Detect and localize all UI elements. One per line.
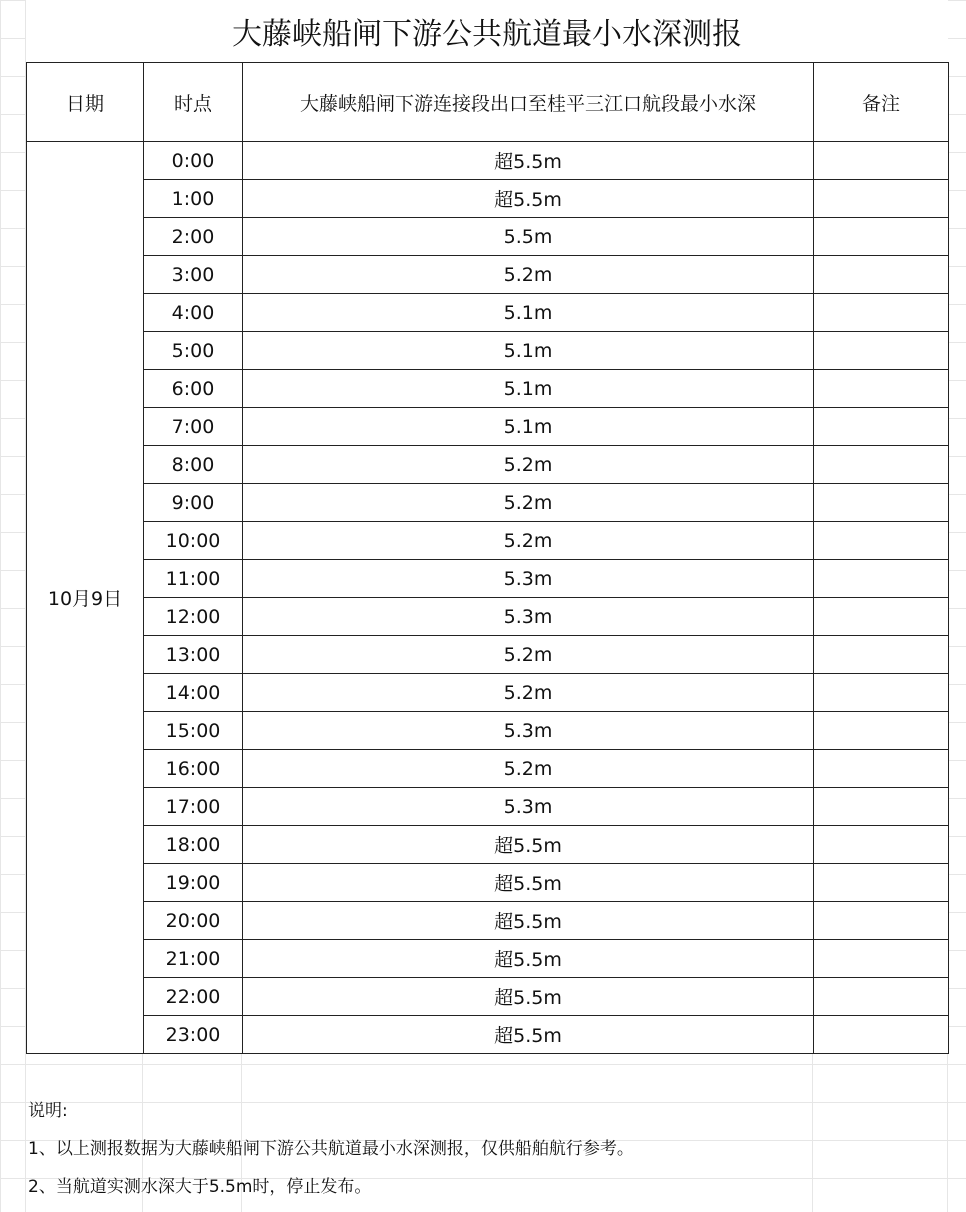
time-cell[interactable]: 3:00: [144, 256, 243, 294]
remark-cell[interactable]: [814, 902, 949, 940]
date-cell[interactable]: 10月9日: [27, 142, 144, 1054]
table-row: [27, 826, 949, 864]
time-cell[interactable]: 6:00: [144, 370, 243, 408]
table-row: [27, 598, 949, 636]
remark-cell[interactable]: [814, 712, 949, 750]
remark-cell[interactable]: [814, 978, 949, 1016]
depth-report-table: [26, 62, 949, 1054]
remark-cell[interactable]: [814, 332, 949, 370]
table-row: [27, 674, 949, 712]
note-item[interactable]: 1、以上测报数据为大藤峡船闸下游公共航道最小水深测报，仅供船舶航行参考。: [28, 1139, 634, 1159]
remark-cell[interactable]: [814, 408, 949, 446]
time-cell[interactable]: 16:00: [144, 750, 243, 788]
depth-cell[interactable]: 超5.5m: [243, 902, 814, 940]
time-cell[interactable]: 19:00: [144, 864, 243, 902]
header-date[interactable]: 日期: [27, 63, 144, 142]
depth-cell[interactable]: 5.3m: [243, 712, 814, 750]
table-row: [27, 446, 949, 484]
table-row: [27, 294, 949, 332]
table-row: [27, 370, 949, 408]
remark-cell[interactable]: [814, 940, 949, 978]
depth-cell[interactable]: 超5.5m: [243, 180, 814, 218]
depth-cell[interactable]: 5.3m: [243, 788, 814, 826]
depth-cell[interactable]: 5.1m: [243, 408, 814, 446]
table-row: [27, 1016, 949, 1054]
time-cell[interactable]: 8:00: [144, 446, 243, 484]
time-cell[interactable]: 0:00: [144, 142, 243, 180]
depth-cell[interactable]: 超5.5m: [243, 978, 814, 1016]
depth-cell[interactable]: 超5.5m: [243, 826, 814, 864]
depth-cell[interactable]: 5.2m: [243, 256, 814, 294]
depth-cell[interactable]: 5.1m: [243, 370, 814, 408]
depth-cell[interactable]: 5.3m: [243, 598, 814, 636]
remark-cell[interactable]: [814, 218, 949, 256]
time-cell[interactable]: 21:00: [144, 940, 243, 978]
depth-cell[interactable]: 超5.5m: [243, 940, 814, 978]
table-row: [27, 560, 949, 598]
time-cell[interactable]: 7:00: [144, 408, 243, 446]
time-cell[interactable]: 13:00: [144, 636, 243, 674]
time-cell[interactable]: 9:00: [144, 484, 243, 522]
table-row: [27, 940, 949, 978]
table-row: [27, 636, 949, 674]
depth-cell[interactable]: 超5.5m: [243, 864, 814, 902]
time-cell[interactable]: 14:00: [144, 674, 243, 712]
remark-cell[interactable]: [814, 484, 949, 522]
table-row: [27, 522, 949, 560]
remark-cell[interactable]: [814, 142, 949, 180]
remark-cell[interactable]: [814, 864, 949, 902]
table-row: [27, 408, 949, 446]
remark-cell[interactable]: [814, 674, 949, 712]
time-cell[interactable]: 1:00: [144, 180, 243, 218]
remark-cell[interactable]: [814, 560, 949, 598]
depth-cell[interactable]: 5.2m: [243, 750, 814, 788]
page-title: 大藤峡船闸下游公共航道最小水深测报: [26, 0, 948, 62]
time-cell[interactable]: 12:00: [144, 598, 243, 636]
depth-cell[interactable]: 5.2m: [243, 522, 814, 560]
time-cell[interactable]: 11:00: [144, 560, 243, 598]
depth-cell[interactable]: 超5.5m: [243, 1016, 814, 1054]
time-cell[interactable]: 18:00: [144, 826, 243, 864]
remark-cell[interactable]: [814, 636, 949, 674]
table-row: [27, 256, 949, 294]
depth-cell[interactable]: 超5.5m: [243, 142, 814, 180]
remark-cell[interactable]: [814, 256, 949, 294]
note-item[interactable]: 2、当航道实测水深大于5.5m时，停止发布。: [28, 1177, 372, 1197]
time-cell[interactable]: 22:00: [144, 978, 243, 1016]
time-cell[interactable]: 5:00: [144, 332, 243, 370]
time-cell[interactable]: 20:00: [144, 902, 243, 940]
time-cell[interactable]: 10:00: [144, 522, 243, 560]
table-row: [27, 788, 949, 826]
remark-cell[interactable]: [814, 294, 949, 332]
table-row: [27, 142, 949, 180]
remark-cell[interactable]: [814, 446, 949, 484]
table-row: [27, 218, 949, 256]
remark-cell[interactable]: [814, 598, 949, 636]
time-cell[interactable]: 2:00: [144, 218, 243, 256]
table-row: [27, 484, 949, 522]
time-cell[interactable]: 15:00: [144, 712, 243, 750]
depth-cell[interactable]: 5.5m: [243, 218, 814, 256]
table-row: [27, 864, 949, 902]
table-row: [27, 712, 949, 750]
remark-cell[interactable]: [814, 180, 949, 218]
remark-cell[interactable]: [814, 370, 949, 408]
depth-cell[interactable]: 5.2m: [243, 674, 814, 712]
depth-cell[interactable]: 5.2m: [243, 446, 814, 484]
remark-cell[interactable]: [814, 750, 949, 788]
time-cell[interactable]: 23:00: [144, 1016, 243, 1054]
table-row: [27, 180, 949, 218]
table-row: [27, 332, 949, 370]
depth-cell[interactable]: 5.3m: [243, 560, 814, 598]
table-row: [27, 902, 949, 940]
remark-cell[interactable]: [814, 826, 949, 864]
header-depth[interactable]: 大藤峡船闸下游连接段出口至桂平三江口航段最小水深: [243, 63, 814, 142]
table-row: [27, 750, 949, 788]
remark-cell[interactable]: [814, 788, 949, 826]
depth-cell[interactable]: 5.2m: [243, 484, 814, 522]
time-cell[interactable]: 4:00: [144, 294, 243, 332]
remark-cell[interactable]: [814, 522, 949, 560]
notes-heading[interactable]: 说明:: [28, 1101, 68, 1121]
table-row: [27, 978, 949, 1016]
header-time[interactable]: 时点: [144, 63, 243, 142]
time-cell[interactable]: 17:00: [144, 788, 243, 826]
header-remark[interactable]: 备注: [814, 63, 949, 142]
remark-cell[interactable]: [814, 1016, 949, 1054]
depth-cell[interactable]: 5.2m: [243, 636, 814, 674]
depth-cell[interactable]: 5.1m: [243, 294, 814, 332]
header-row: [27, 63, 949, 142]
depth-cell[interactable]: 5.1m: [243, 332, 814, 370]
notes-section: [28, 1092, 958, 1206]
